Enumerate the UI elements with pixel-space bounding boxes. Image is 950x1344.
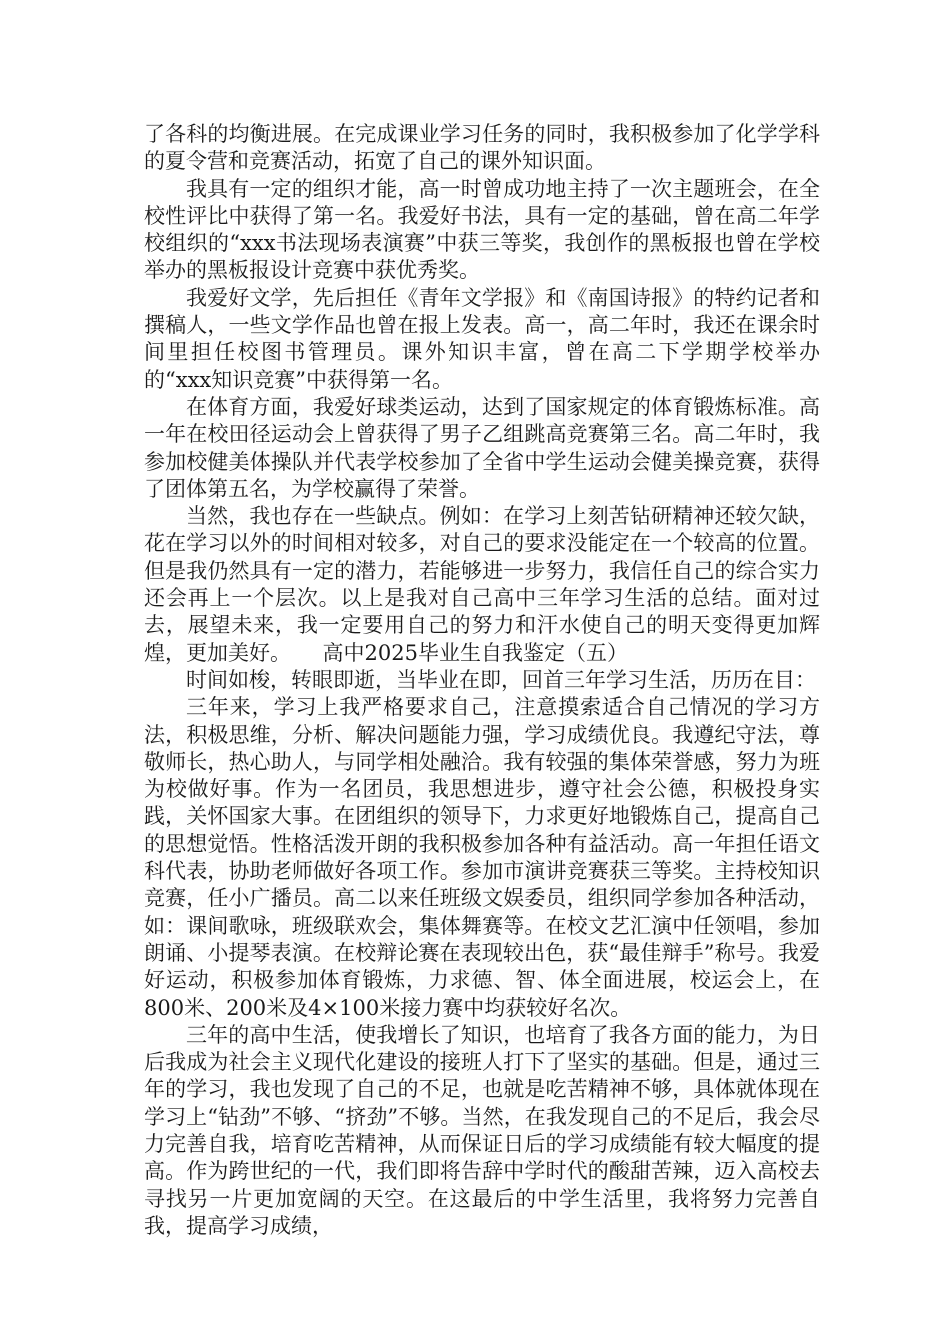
paragraph-4: 在体育方面，我爱好球类运动，达到了国家规定的体育锻炼标准。高一年在校田径运动会上曾获得了男子乙组跳高竞赛第三名。高二年时，我参加校健美体操队并代表学校参加了全省中学生运动会健美操竞赛，获得了团体第五名，为学校赢得了荣誉。 <box>144 394 820 501</box>
paragraph-8: 三年的高中生活，使我增长了知识，也培育了我各方面的能力，为日后我成为社会主义现代化建设的接班人打下了坚实的基础。但是，通过三年的学习，我也发现了自己的不足，也就是吃苦精神不够，具体就体现在学习上“钻劲”不够、“挤劲”不够。当然，在我发现自己的不足后，我会尽力完善自我，培育吃苦精神，从而保证日后的学习成绩能有较大幅度的提高。作为跨世纪的一代，我们即将告辞中学时代的酸甜苦辣，迈入高校去寻找另一片更加宽阔的天空。在这最后的中学生活里，我将努力完善自我，提高学习成绩， <box>144 1022 820 1238</box>
paragraph-3: 我爱好文学，先后担任《青年文学报》和《南国诗报》的特约记者和撰稿人，一些文学作品也曾在报上发表。高一，高二年时，我还在课余时间里担任校图书管理员。课外知识丰富，曾在高二下学期学校举办的“xxx知识竞赛”中获得第一名。 <box>144 285 820 392</box>
paragraph-7: 三年来，学习上我严格要求自己，注意摸索适合自己情况的学习方法，积极思维，分析、解决问题能力强，学习成绩优良。我遵纪守法，尊敬师长，热心助人，与同学相处融洽。我有较强的集体荣誉感，努力为班为校做好事。作为一名团员，我思想进步，遵守社会公德，积极投身实践，关怀国家大事。在团组织的领导下，力求更好地锻炼自己，提高自己的思想觉悟。性格活泼开朗的我积极参加各种有益活动。高一年担任语文科代表，协助老师做好各项工作。参加市演讲竞赛获三等奖。主持校知识竞赛，任小广播员。高二以来任班级文娱委员，组织同学参加各种活动，如：课间歌咏，班级联欢会，集体舞赛等。在校文艺汇演中任领唱，参加朗诵、小提琴表演。在校辩论赛在表现较出色，获“最佳辩手”称号。我爱好运动，积极参加体育锻炼，力求德、智、体全面进展，校运会上，在800米、200米及4×100米接力赛中均获较好名次。 <box>144 695 820 1020</box>
paragraph-1: 了各科的均衡进展。在完成课业学习任务的同时，我积极参加了化学学科的夏令营和竞赛活动，拓宽了自己的课外知识面。 <box>144 122 820 174</box>
document-body <box>144 121 820 1240</box>
paragraph-5: 当然，我也存在一些缺点。例如：在学习上刻苦钻研精神还较欠缺，花在学习以外的时间相对较多，对自己的要求没能定在一个较高的位置。但是我仍然具有一定的潜力，若能够进一步努力，我信任自己的综合实力还会再上一个层次。以上是我对自己高中三年学习生活的总结。面对过去，展望未来，我一定要用自己的努力和汗水使自己的明天变得更加辉煌，更加美好。 高中2025毕业生自我鉴定（五） <box>144 504 820 665</box>
paragraph-2: 我具有一定的组织才能，高一时曾成功地主持了一次主题班会，在全校性评比中获得了第一名。我爱好书法，具有一定的基础，曾在高二年学校组织的“xxx书法现场表演赛”中获三等奖，我创作的黑板报也曾在学校举办的黑板报设计竞赛中获优秀奖。 <box>144 176 820 283</box>
paragraph-6: 时间如梭，转眼即逝，当毕业在即，回首三年学习生活，历历在目： <box>186 667 816 692</box>
